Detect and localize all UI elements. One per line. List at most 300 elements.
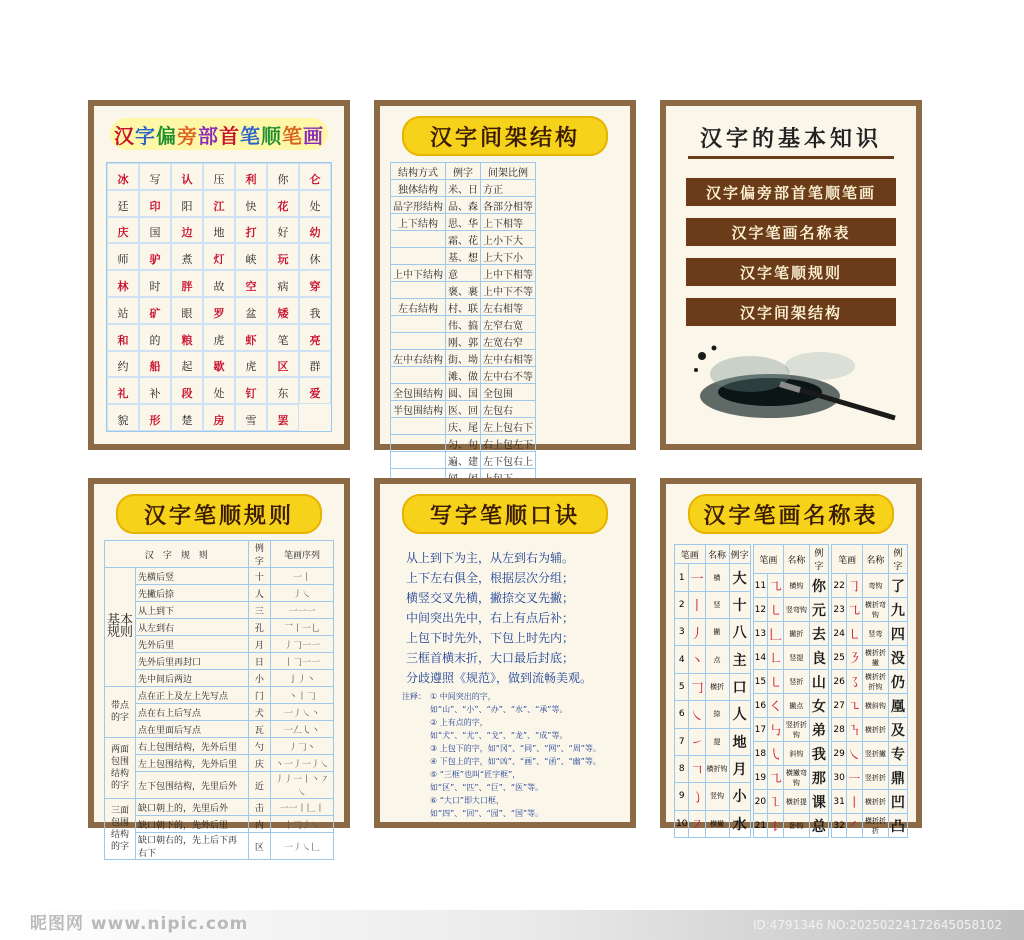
table-cell: 刚、郭	[446, 333, 481, 350]
radical-cell	[235, 190, 267, 217]
table-row	[832, 670, 908, 694]
table-cell: 上中下不等	[481, 282, 536, 299]
radical-cell	[107, 377, 139, 404]
table-cell: 品字形结构	[391, 197, 446, 214]
table-row	[105, 670, 334, 687]
table-row	[391, 265, 536, 282]
table-cell: ㇁	[689, 783, 705, 810]
radical-cell	[107, 324, 139, 351]
verse-line: 从上到下为主，从左到右为辅。	[406, 551, 575, 565]
table-cell: 了	[888, 574, 907, 598]
table-row	[391, 180, 536, 197]
radical-char: 东	[277, 387, 289, 401]
radical-char: 林	[117, 279, 129, 293]
board-inner	[94, 106, 344, 444]
board-inner	[380, 106, 630, 468]
table-header: 例字	[446, 163, 481, 180]
rule-group: 基本规则	[105, 568, 136, 687]
radical-char: 花	[277, 199, 289, 213]
table-cell: 九	[888, 598, 907, 622]
radical-cell	[299, 351, 331, 378]
radical-cell	[299, 270, 331, 297]
table-cell: 一一一	[270, 602, 333, 619]
board-title: 汉字间架结构	[402, 116, 608, 156]
table-cell: 横斜钩	[862, 694, 888, 718]
radical-cell	[171, 404, 203, 431]
radical-char: 驴	[149, 253, 161, 267]
table-row	[675, 564, 751, 591]
notes-list	[430, 690, 616, 820]
radical-cell	[235, 324, 267, 351]
table-row	[105, 799, 334, 816]
rule-group: 带点的字	[105, 687, 136, 738]
title-char: 字	[135, 123, 156, 148]
table-cell: 左中右不等	[481, 367, 536, 384]
table-cell: 八	[729, 619, 750, 646]
radical-char: 爱	[309, 387, 321, 401]
radical-char: 时	[149, 279, 161, 293]
radical-cell	[171, 377, 203, 404]
title-char: 首	[219, 123, 240, 148]
radical-char: 船	[149, 360, 161, 374]
radical-cell	[267, 270, 299, 297]
radical-char: 仑	[309, 172, 321, 186]
table-cell: 竖折折钩	[784, 718, 809, 742]
table-cell	[391, 418, 446, 435]
table-row	[391, 384, 536, 401]
radical-char: 处	[213, 387, 225, 401]
radical-char: 的	[149, 333, 161, 347]
table-cell: 丿丿一丨丶㇇㇏	[270, 772, 333, 799]
title-char: 汉	[114, 123, 135, 148]
radical-char: 玩	[277, 253, 289, 267]
table-row	[105, 602, 334, 619]
table-cell: 凸	[888, 814, 907, 838]
table-header: 笔画	[832, 545, 862, 574]
table-cell: 横	[705, 564, 729, 591]
table-cell: 横折弯钩	[862, 598, 888, 622]
radical-char: 冰	[117, 172, 129, 186]
table-cell: 人	[248, 585, 270, 602]
radical-cell	[107, 243, 139, 270]
table-cell: ㇄	[846, 622, 862, 646]
table-cell: 竖折撇	[862, 742, 888, 766]
table-cell: 半包围结构	[391, 401, 446, 418]
table-cell: 18	[753, 742, 767, 766]
radical-cell	[171, 217, 203, 244]
table-cell: 先外后里	[136, 636, 249, 653]
table-cell: 丿	[689, 619, 705, 646]
table-cell: 撇折	[784, 622, 809, 646]
radical-char: 煮	[181, 253, 193, 267]
table-cell: 伟、搞	[446, 316, 481, 333]
table-cell: 2	[675, 591, 689, 618]
table-cell: 点在右上后写点	[136, 704, 249, 721]
title-char: 画	[303, 123, 324, 148]
table-cell: 乛丨一乚	[270, 619, 333, 636]
table-row	[675, 728, 751, 755]
radical-cell	[235, 270, 267, 297]
table-cell: ㇒	[846, 814, 862, 838]
radical-char: 歇	[213, 360, 225, 374]
table-cell: 褒、裹	[446, 282, 481, 299]
radical-cell	[299, 190, 331, 217]
table-cell: 四	[888, 622, 907, 646]
table-cell: 10	[675, 810, 689, 837]
table-cell: 横撇	[705, 810, 729, 837]
radical-char: 地	[213, 226, 225, 240]
radical-cell	[235, 377, 267, 404]
radical-cell	[299, 297, 331, 324]
board-inner	[380, 484, 630, 822]
table-header-row	[105, 541, 334, 568]
table-cell: 先横后竖	[136, 568, 249, 585]
table-row	[391, 435, 536, 452]
table-cell: 26	[832, 670, 846, 694]
rhyme-verse	[406, 548, 616, 688]
table-cell: ㇈	[768, 766, 784, 790]
radical-cell	[139, 163, 171, 190]
table-row	[391, 282, 536, 299]
table-cell: 十	[248, 568, 270, 585]
table-header: 笔画	[753, 545, 783, 574]
table-cell: ㇗	[768, 646, 784, 670]
table-row	[753, 718, 829, 742]
radical-char: 虾	[245, 333, 257, 347]
radical-cell	[299, 217, 331, 244]
table-cell: 那	[809, 766, 829, 790]
table-header: 间架比例	[481, 163, 536, 180]
menu-item-radicals[interactable]: 汉字偏旁部首笔顺笔画	[686, 178, 896, 206]
note-item: ④ 下包上的字，如“凶”、“画”、“函”、“幽”等。	[430, 757, 601, 766]
table-cell: 丶一丿一丿㇏	[270, 755, 333, 772]
radical-cell	[171, 351, 203, 378]
table-cell: 15	[753, 670, 767, 694]
table-cell: 左上包右下	[481, 418, 536, 435]
board-title: 汉字笔顺规则	[116, 494, 322, 534]
table-cell: 你	[809, 574, 829, 598]
rule-group: 两面包围结构的字	[105, 738, 136, 799]
table-row	[753, 766, 829, 790]
radical-char: 段	[181, 387, 193, 401]
table-cell: 上大下小	[481, 248, 536, 265]
title-char: 笔	[282, 123, 303, 148]
table-cell: ㇐	[846, 766, 862, 790]
table-cell: 丶	[689, 646, 705, 673]
structure-table	[390, 162, 536, 503]
table-cell: 滩、做	[446, 367, 481, 384]
table-header: 名称	[862, 545, 888, 574]
radical-cell	[139, 190, 171, 217]
table-cell: 4	[675, 646, 689, 673]
table-cell: ㇉	[768, 718, 784, 742]
radical-cell	[107, 190, 139, 217]
radical-char: 站	[117, 306, 129, 320]
table-cell: 三	[248, 602, 270, 619]
radical-char: 休	[309, 253, 321, 267]
board-inner	[666, 484, 916, 835]
table-cell: ㇋	[846, 646, 862, 670]
table-cell: 25	[832, 646, 846, 670]
table-cell: 16	[753, 694, 767, 718]
table-cell: 犬	[248, 704, 270, 721]
table-cell: 横折折折钩	[862, 670, 888, 694]
note-item: ⑥ “大口”即大口框，如“四”、“回”、“园”、“国”等。	[430, 796, 544, 818]
table-cell: 女	[809, 694, 829, 718]
table-cell: 横折	[705, 673, 729, 700]
table-row	[753, 814, 829, 838]
radical-char: 打	[245, 226, 257, 240]
radical-cell	[139, 217, 171, 244]
radical-char: 师	[117, 253, 129, 267]
table-cell: 丨𠃌一一	[270, 653, 333, 670]
radical-cell	[139, 377, 171, 404]
table-cell: 11	[753, 574, 767, 598]
table-cell: ㇅	[768, 790, 784, 814]
table-row	[675, 673, 751, 700]
table-cell: 课	[809, 790, 829, 814]
table-row	[675, 619, 751, 646]
radical-char: 矿	[149, 306, 161, 320]
table-cell: 一丿㇏𠃊	[270, 833, 333, 860]
radical-char: 我	[309, 306, 321, 320]
table-cell: 一丨	[270, 568, 333, 585]
radical-char: 胖	[181, 279, 193, 293]
radical-char: 补	[149, 387, 161, 401]
table-cell: 丶丨𠃌	[270, 687, 333, 704]
table-cell: ㇈	[846, 598, 862, 622]
table-cell: 没	[888, 646, 907, 670]
table-cell: 先撇后捺	[136, 585, 249, 602]
radical-cell	[235, 404, 267, 431]
radical-cell	[139, 404, 171, 431]
board-rhyme	[374, 478, 636, 828]
radical-char: 矮	[277, 306, 289, 320]
table-cell: 区	[248, 833, 270, 860]
radical-char: 和	[117, 333, 129, 347]
board-title: 汉字的基本知识	[699, 126, 882, 152]
table-cell	[391, 282, 446, 299]
radical-char: 起	[181, 360, 193, 374]
radical-cell	[171, 270, 203, 297]
table-cell: 庆	[248, 755, 270, 772]
table-row	[391, 452, 536, 469]
table-cell: ㇑	[846, 790, 862, 814]
table-row	[753, 574, 829, 598]
radical-cell	[203, 404, 235, 431]
table-cell: 卧钩	[784, 814, 809, 838]
radical-char: 礼	[117, 387, 129, 401]
table-cell: ㇇	[689, 810, 705, 837]
table-row	[832, 598, 908, 622]
table-header: 名称	[784, 545, 809, 574]
table-row	[832, 646, 908, 670]
radical-char: 处	[309, 199, 321, 213]
radical-char: 压	[213, 172, 225, 186]
menu-item-stroke-order[interactable]: 汉字笔顺规则	[686, 258, 896, 286]
table-cell: 去	[809, 622, 829, 646]
table-cell: 点在里面后写点	[136, 721, 249, 738]
table-header: 笔画序列	[270, 541, 333, 568]
radical-char: 罢	[277, 413, 289, 427]
table-cell: 水	[729, 810, 750, 837]
table-cell: 各部分相等	[481, 197, 536, 214]
radical-cell	[203, 190, 235, 217]
table-cell: 5	[675, 673, 689, 700]
table-cell: ㇙	[768, 814, 784, 838]
table-cell: 元	[809, 598, 829, 622]
table-cell: 27	[832, 694, 846, 718]
stroke-table	[831, 544, 908, 838]
table-cell: 丿𠃌丶	[270, 738, 333, 755]
radical-char: 亮	[309, 333, 321, 347]
table-cell: 先中间后两边	[136, 670, 249, 687]
table-cell: 20	[753, 790, 767, 814]
table-cell: 仍	[888, 670, 907, 694]
table-cell: 左下包围结构，先里后外	[136, 772, 249, 799]
table-cell: 捺	[705, 701, 729, 728]
table-row	[391, 197, 536, 214]
table-header-row	[391, 163, 536, 180]
table-cell: 一	[689, 564, 705, 591]
radical-cell	[203, 324, 235, 351]
radical-char: 房	[213, 413, 225, 427]
table-cell	[391, 435, 446, 452]
radical-char: 幼	[309, 226, 321, 240]
table-header: 例字	[888, 545, 907, 574]
table-cell: 意	[446, 265, 481, 282]
radical-cell	[235, 297, 267, 324]
table-cell: 横钩	[784, 574, 809, 598]
table-row	[832, 694, 908, 718]
table-row	[753, 622, 829, 646]
radical-grid	[106, 162, 332, 432]
radical-char: 廷	[117, 199, 129, 213]
radical-char: 阳	[181, 199, 193, 213]
table-cell: 人	[729, 701, 750, 728]
radical-cell	[107, 217, 139, 244]
radical-cell	[299, 243, 331, 270]
table-cell: 左包右	[481, 401, 536, 418]
table-cell: 庆、尾	[446, 418, 481, 435]
table-cell: 上小下大	[481, 231, 536, 248]
radical-char: 穿	[309, 279, 321, 293]
table-header: 汉 字 规 则	[105, 541, 249, 568]
radical-char: 楚	[181, 413, 193, 427]
table-row	[753, 790, 829, 814]
table-cell: 大	[729, 564, 750, 591]
note-item: ② 上有点的字，如“犬”、“尤”、“戈”、“龙”、“成”等。	[430, 718, 568, 740]
table-cell: 左宽右窄	[481, 333, 536, 350]
table-header: 例字	[248, 541, 270, 568]
table-cell: 点	[705, 646, 729, 673]
table-cell: 全包围结构	[391, 384, 446, 401]
menu-item-stroke-names[interactable]: 汉字笔画名称表	[686, 218, 896, 246]
stroke-table	[674, 544, 751, 838]
radical-char: 形	[149, 413, 161, 427]
ink-brush-icon	[680, 326, 910, 436]
table-header-row	[753, 545, 829, 574]
board-title	[110, 118, 328, 150]
board-inner	[666, 106, 916, 444]
radical-cell	[171, 297, 203, 324]
radical-cell	[171, 163, 203, 190]
table-cell: 匀、句	[446, 435, 481, 452]
table-cell: 左窄右宽	[481, 316, 536, 333]
table-header-row	[675, 545, 751, 564]
radical-cell	[107, 404, 139, 431]
table-cell: ㇄	[768, 670, 784, 694]
table-row	[832, 766, 908, 790]
table-cell: 山	[809, 670, 829, 694]
radical-char: 利	[245, 172, 257, 186]
table-cell: 左中右结构	[391, 350, 446, 367]
radical-cell	[171, 190, 203, 217]
watermark-left: 昵图网 www.nipic.com	[30, 914, 249, 934]
table-cell: ㇂	[768, 742, 784, 766]
table-row	[105, 755, 334, 772]
radical-char: 峡	[245, 253, 257, 267]
table-row	[753, 598, 829, 622]
rhyme-notes	[404, 690, 616, 820]
table-row	[391, 418, 536, 435]
radical-char: 雪	[245, 413, 257, 427]
table-row	[832, 814, 908, 838]
table-cell: 9	[675, 783, 689, 810]
verse-line: 横竖交叉先横，撇捺交叉先撇；	[406, 591, 575, 605]
table-row	[391, 401, 536, 418]
radical-cell	[107, 297, 139, 324]
table-cell: 上中下结构	[391, 265, 446, 282]
table-cell: ㇆	[846, 574, 862, 598]
title-char: 部	[198, 123, 219, 148]
radical-cell	[139, 297, 171, 324]
radical-char: 认	[181, 172, 193, 186]
table-cell: 横折折	[862, 790, 888, 814]
table-cell: 31	[832, 790, 846, 814]
table-cell: 竖弯	[862, 622, 888, 646]
table-row	[105, 687, 334, 704]
table-row	[391, 231, 536, 248]
radical-char: 群	[309, 360, 321, 374]
radical-cell	[203, 270, 235, 297]
radical-cell	[267, 351, 299, 378]
table-cell: 𠃌	[689, 673, 705, 700]
table-cell: 23	[832, 598, 846, 622]
table-row	[105, 738, 334, 755]
table-cell: 7	[675, 728, 689, 755]
table-row	[832, 790, 908, 814]
board-title: 汉字笔画名称表	[688, 494, 894, 534]
table-cell: 28	[832, 718, 846, 742]
title-underline	[688, 156, 894, 159]
table-cell: 勺	[248, 738, 270, 755]
table-cell: 一𠃋㇂丶	[270, 721, 333, 738]
table-header-row	[832, 545, 908, 574]
table-cell: 街、坳	[446, 350, 481, 367]
menu-item-structure[interactable]: 汉字间架结构	[686, 298, 896, 326]
table-cell: 圆、国	[446, 384, 481, 401]
radical-cell	[267, 163, 299, 190]
table-cell	[391, 452, 446, 469]
table-row	[391, 333, 536, 350]
verse-line: 中间突出先中，右上有点后补；	[406, 611, 575, 625]
verse-line: 分歧遵照《规范》，做到流畅美观。	[406, 671, 593, 685]
table-row	[675, 701, 751, 728]
radical-cell	[235, 217, 267, 244]
radical-char: 快	[245, 199, 257, 213]
table-cell: ㇈	[768, 574, 784, 598]
